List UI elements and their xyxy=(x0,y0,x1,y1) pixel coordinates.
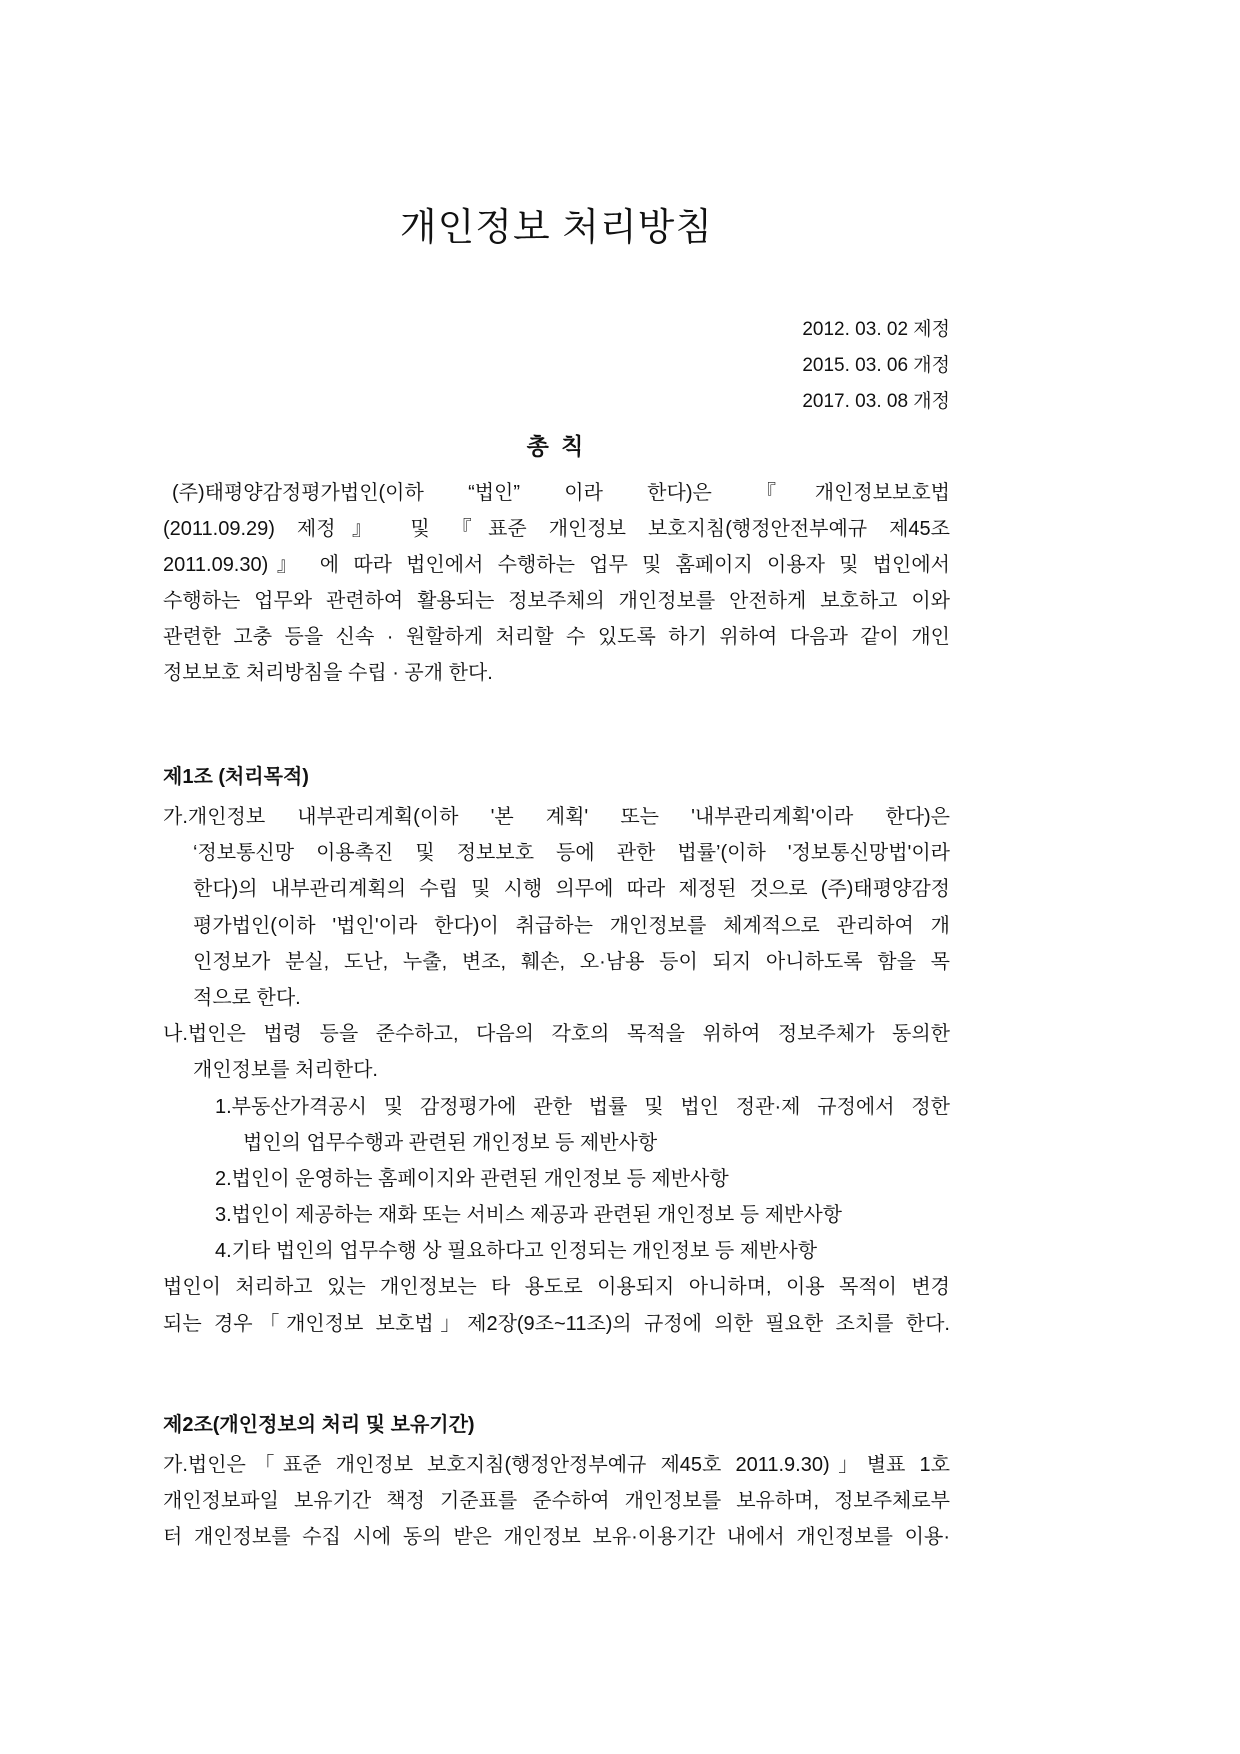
article-1-heading: 제1조 (처리목적) xyxy=(163,766,309,788)
clause-line: 법인이 처리하고 있는 개인정보는 타 용도로 이용되지 아니하며, 이용 목적이 변경 xyxy=(163,1276,950,1299)
clause-line: 개인정보파일 보유기간 책정 기준표를 준수하여 개인정보를 보유하며, 정보주체로부 xyxy=(163,1490,950,1512)
clause-line: 한다)의 내부관리계획의 수립 및 시행 의무에 따라 제정된 것으로 (주)태평양감정 xyxy=(193,878,950,901)
paragraph-line: 2011.09.30)』 에 따라 법인에서 수행하는 업무 및 홈페이지 이용자 및 법인에서 xyxy=(163,554,950,576)
list-item: 1.부동산가격공시 및 감정평가에 관한 법률 및 법인 정관·제 규정에서 정한 xyxy=(215,1095,950,1118)
article-2-heading: 제2조(개인정보의 처리 및 보유기간) xyxy=(163,1414,475,1436)
list-item: 4.기타 법인의 업무수행 상 필요하다고 인정되는 개인정보 등 제반사항 xyxy=(215,1240,818,1263)
clause-line: 적으로 한다. xyxy=(193,986,301,1009)
revision-history xyxy=(802,312,950,420)
revision-entry: 2015. 03. 06 개정 xyxy=(802,355,950,376)
clause-line: 되는 경우「개인정보 보호법」제2장(9조~11조)의 규정에 의한 필요한 조치를 한다. xyxy=(163,1312,950,1335)
clause-line: 터 개인정보를 수집 시에 동의 받은 개인정보 보유·이용기간 내에서 개인정보를 이용· xyxy=(163,1526,950,1548)
article-1-body xyxy=(163,799,950,1342)
clause-line: 가.개인정보 내부관리계획(이하 '본 계획' 또는 '내부관리계획'이라 한다)은 xyxy=(163,806,950,828)
article-2-body xyxy=(163,1447,950,1555)
list-item: 2.법인이 운영하는 홈페이지와 관련된 개인정보 등 제반사항 xyxy=(215,1167,729,1190)
paragraph-line: 정보보호 처리방침을 수립 · 공개 한다. xyxy=(163,662,493,684)
clause-line: 나.법인은 법령 등을 준수하고, 다음의 각호의 목적을 위하여 정보주체가 동의한 xyxy=(163,1023,950,1046)
clause-line: 가.법인은「표준 개인정보 보호지침(행정안정부예규 제45호 2011.9.30)」별표 1호 xyxy=(163,1454,950,1476)
clause-line: ‘정보통신망 이용촉진 및 정보보호 등에 관한 법률’(이하 '정보통신망법'이라 xyxy=(193,842,950,865)
clause-line: 개인정보를 처리한다. xyxy=(193,1059,378,1082)
paragraph-line: 관련한 고충 등을 신속 · 원할하게 처리할 수 있도록 하기 위하여 다음과 같이 개인 xyxy=(163,626,950,648)
page-title: 개인정보 처리방침 xyxy=(399,207,714,249)
list-item-continuation: 법인의 업무수행과 관련된 개인정보 등 제반사항 xyxy=(243,1131,658,1154)
list-item: 3.법인이 제공하는 재화 또는 서비스 제공과 관련된 개인정보 등 제반사항 xyxy=(215,1204,842,1227)
revision-entry: 2012. 03. 02 제정 xyxy=(802,319,950,340)
revision-entry: 2017. 03. 08 개정 xyxy=(802,391,950,412)
paragraph-line: 수행하는 업무와 관련하여 활용되는 정보주체의 개인정보를 안전하게 보호하고 이와 xyxy=(163,590,950,612)
general-provisions-heading: 총 칙 xyxy=(526,433,587,459)
paragraph-line: (2011.09.29) 제정』 및 『표준 개인정보 보호지침(행정안전부예규 제45조 xyxy=(163,518,950,540)
paragraph-line: (주)태평양감정평가법인(이하 “법인” 이라 한다)은 『개인정보보호법 xyxy=(172,482,950,504)
general-provisions-paragraph xyxy=(163,475,950,691)
clause-line: 평가법인(이하 '법인'이라 한다)이 취급하는 개인정보를 체계적으로 관리하여 개 xyxy=(193,914,950,937)
clause-line: 인정보가 분실, 도난, 누출, 변조, 훼손, 오·남용 등이 되지 아니하도록 함을 목 xyxy=(193,950,950,973)
